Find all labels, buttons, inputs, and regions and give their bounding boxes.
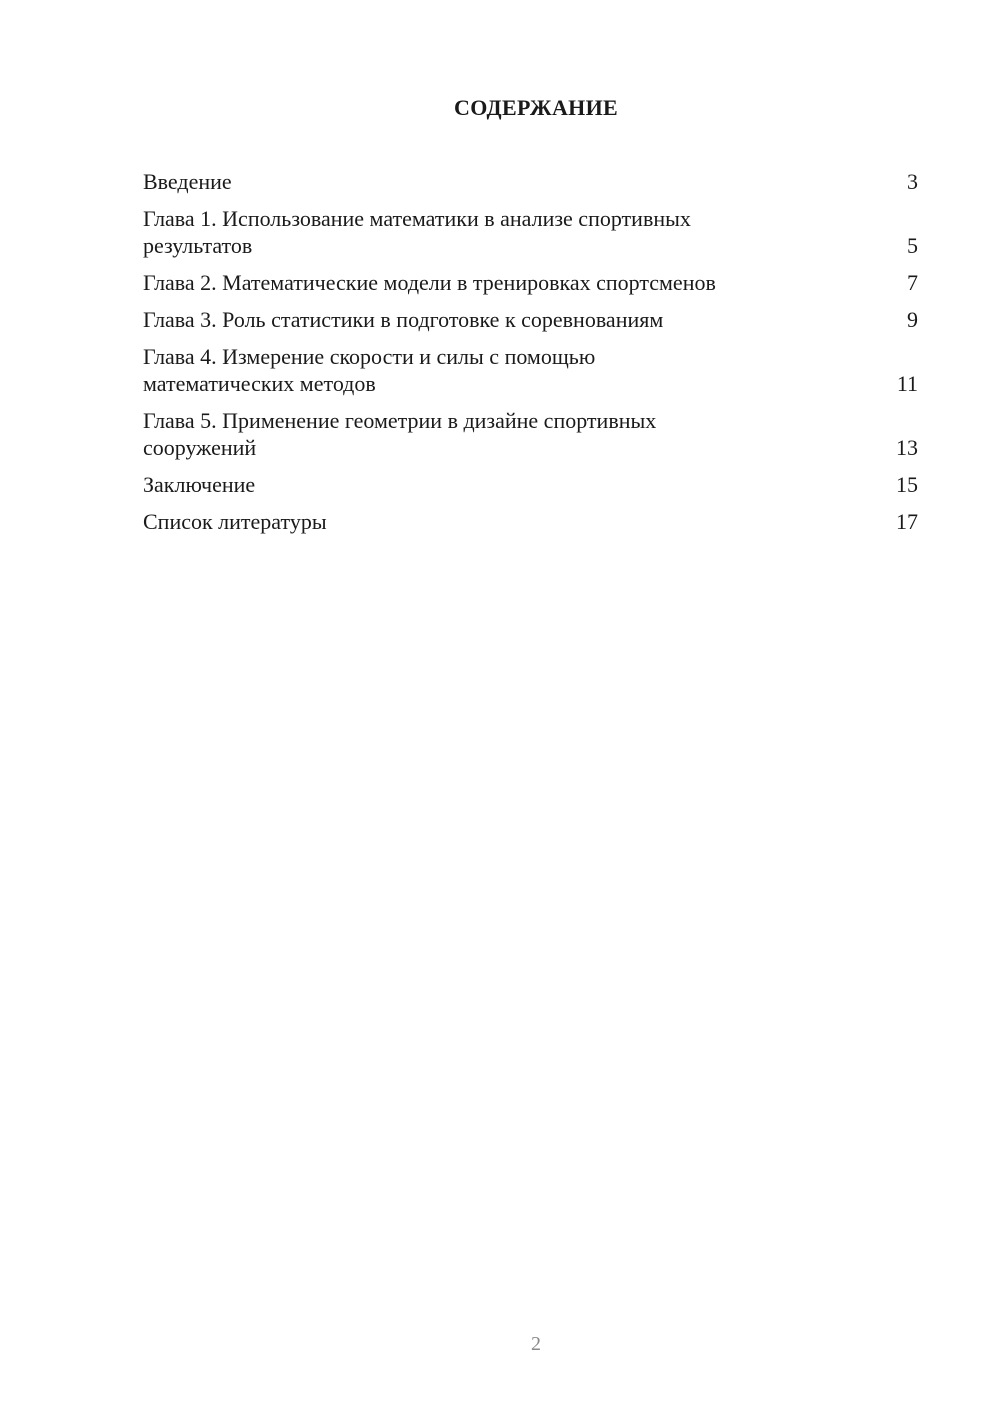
toc-entry-page: 7: [907, 270, 918, 295]
toc-entry-text: Глава 1. Использование математики в анализе спортивных результатов: [143, 206, 691, 258]
toc-entry: [143, 269, 918, 296]
toc-entry: [143, 205, 918, 259]
toc-entry-page: 15: [896, 472, 918, 497]
toc-entry: [143, 508, 918, 535]
toc-entry-page: 13: [896, 435, 918, 460]
page-title: СОДЕРЖАНИЕ: [454, 95, 618, 120]
toc-entry-text: Заключение: [143, 472, 256, 497]
toc-entry-page: 11: [896, 371, 918, 396]
toc-entry-text: Список литературы: [143, 509, 327, 534]
toc-entry-text: Глава 2. Математические модели в тренировках спортсменов: [143, 270, 716, 295]
toc-entry-page: 9: [907, 307, 918, 332]
toc-entry: [143, 407, 918, 461]
toc-entry: [143, 306, 918, 333]
toc-entry: [143, 168, 918, 195]
page-number: 2: [531, 1333, 541, 1355]
toc-entry: [143, 471, 918, 498]
toc-entry-text: Глава 4. Измерение скорости и силы с помощью математических методов: [143, 344, 596, 396]
toc-entry-text: Введение: [143, 169, 232, 194]
toc-entry-page: 3: [907, 169, 918, 194]
table-of-contents: [143, 168, 918, 545]
toc-entry-page: 5: [907, 233, 918, 258]
toc-entry-text: Глава 5. Применение геометрии в дизайне спортивных сооружений: [143, 408, 657, 460]
toc-entry-page: 17: [896, 509, 918, 534]
toc-entry-text: Глава 3. Роль статистики в подготовке к соревнованиям: [143, 307, 664, 332]
toc-entry: [143, 343, 918, 397]
